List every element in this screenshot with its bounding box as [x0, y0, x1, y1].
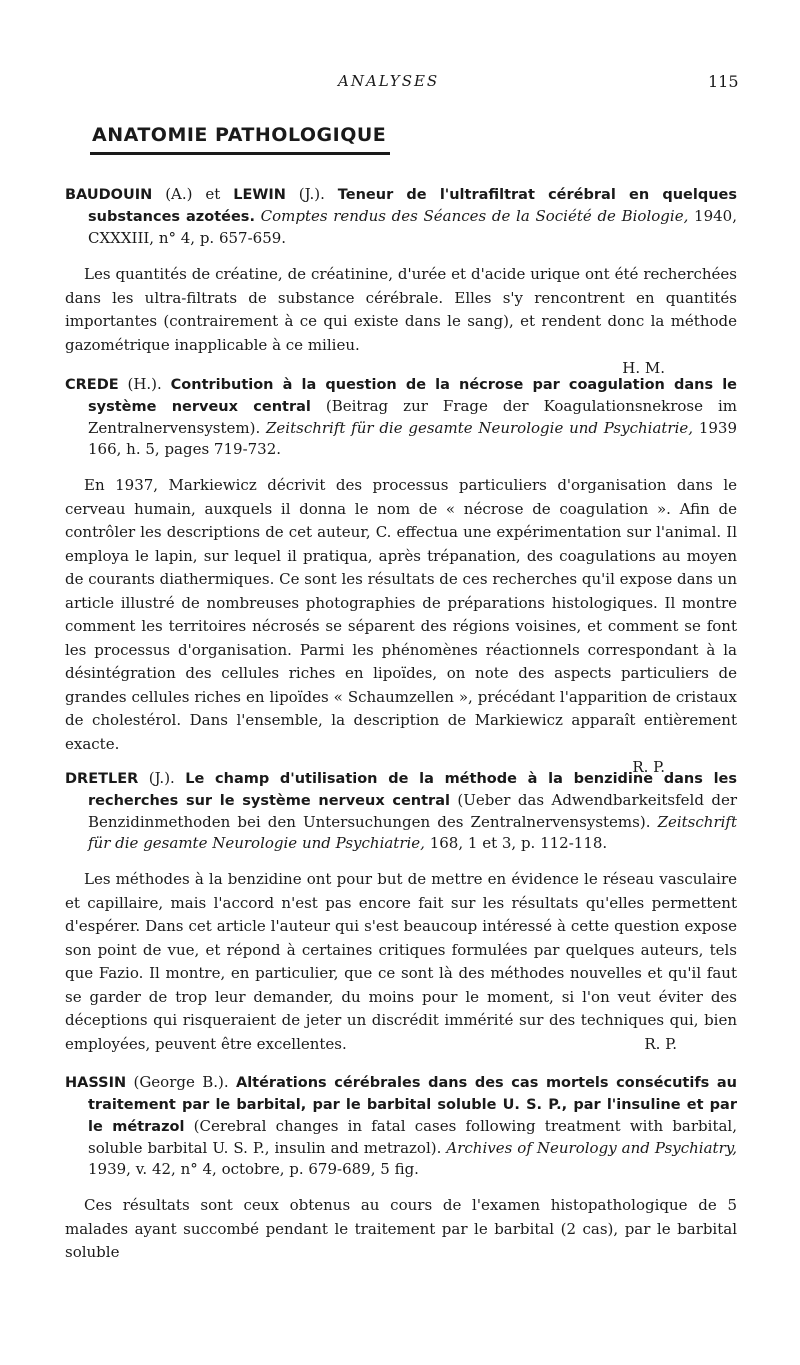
author-initials: (H.).: [118, 375, 171, 393]
reviewer-initials: H. M.: [622, 359, 665, 377]
article-title: Contribution à la question de la nécrose par coagulation dans le système nerveux central: [88, 377, 737, 415]
author-initials: (George B.).: [126, 1073, 236, 1091]
section-title-underline: [90, 152, 390, 155]
abstract-entry-dretler: [65, 768, 737, 1056]
coauthor-initials: (J.).: [285, 185, 338, 203]
abstract-text: En 1937, Markiewicz décrivit des processus particuliers d'organisation dans le cerveau humain, auxquels il donna le nom de « nécrose de coagulation ». Afin de contrôler les descriptions de cet auteur, C. effectua une expérimentation sur l'animal. Il employa le lapin, sur lequel il pratiqua, après trépanation, des coagulations au moyen de courants diathermiques. Ce sont les résultats de ces recherches qu'il expose dans un article illustré de nombreuses photographies de préparations histologiques. Il montre comment les territoires nécrosés se séparent des régions voisines, et comment se font les processus d'organisation. Parmi les phénomènes réactionnels correspondant à la désintégration des cellules riches en lipoïdes, on note des aspects particuliers de grandes cellules riches en lipoïdes « Schaumzellen », précédant l'apparition de cristaux de cholestérol. Dans l'ensemble, la description de Markiewicz apparaît entièrement exacte.: [65, 476, 737, 753]
citation-details: 1939, v. 42, n° 4, octobre, p. 679-689, 5 fig.: [88, 1160, 419, 1178]
abstract-entry-hassin: [65, 1072, 737, 1265]
abstract-text: Les quantités de créatine, de créatinine, d'urée et d'acide urique ont été recherchées dans les ultra-filtrats de substance cérébrale. Elles s'y rencontrent en quantités importantes (contrairement à ce qui existe dans le sang), et rendent donc la méthode gazométrique inapplicable à ce milieu.: [65, 265, 737, 354]
journal-name: Archives of Neurology and Psychiatry,: [446, 1139, 737, 1157]
article-title: Teneur de l'ultrafiltrat cérébral en quelques substances azotées.: [88, 187, 737, 225]
author-name: HASSIN: [65, 1075, 127, 1091]
citation-details: 168, 1 et 3, p. 112-118.: [424, 834, 608, 852]
citation-details: 1939 166, h. 5, pages 719-732.: [88, 419, 737, 458]
abstract-text: Ces résultats sont ceux obtenus au cours de l'examen histopathologique de 5 malades ayant succombé pendant le traitement par le barbital (2 cas), par le barbital soluble: [65, 1196, 737, 1261]
bibliographic-reference: [65, 1072, 737, 1180]
section-title: ANATOMIE PATHOLOGIQUE: [92, 124, 387, 146]
article-title: Altérations cérébrales dans des cas mortels consécutifs au traitement par le barbital, par le barbital soluble U. S. P., par l'insuline et par le métrazol: [88, 1075, 737, 1135]
bibliographic-reference: [65, 768, 737, 854]
abstract-entry-crede: [65, 374, 737, 778]
author-name: BAUDOUIN: [65, 187, 153, 203]
running-title: ANALYSES: [338, 72, 440, 90]
page-number: 115: [708, 72, 739, 91]
abstract-body: Les méthodes à la benzidine ont pour but de mettre en évidence le réseau vasculaire et capillaire, mais l'accord n'est pas encore fait sur les résultats qu'elles permettent d'espérer. Dans cet article l'auteur qui s'est beaucoup intéressé à cette question expose son point de vue, et répond à certaines critiques formulées par quelques auteurs, tels que Fazio. Il montre, en particulier, que ce sont là des méthodes nouvelles et qu'il faut se garder de trop leur demander, du moins pour le moment, si l'on veut éviter des déceptions qui risqueraient de jeter un discrédit immérité sur des techniques qui, bien employées, peuvent être excellentes.: [65, 870, 737, 1053]
author-initials: (A.) et: [152, 185, 234, 203]
author-initials: (J.).: [138, 769, 186, 787]
bibliographic-reference: [65, 184, 737, 249]
original-title: (Cerebral changes in fatal cases following treatment with barbital, soluble barbital U. S. P., insulin and metrazol).: [88, 1117, 737, 1157]
running-header: [0, 72, 800, 96]
author-name: DRETLER: [65, 771, 139, 787]
citation-details: 1940, CXXXIII, n° 4, p. 657-659.: [88, 207, 737, 247]
original-title: (Ueber das Adwendbarkeitsfeld der Benzidinmethoden bei den Untersuchungen des Zentralnervensystems).: [88, 791, 738, 831]
journal-name: Zeitschrift für die gesamte Neurologie und Psychiatrie,: [266, 419, 694, 437]
journal-name: Comptes rendus des Séances de la Société de Biologie,: [260, 207, 689, 225]
abstract-entry-baudouin: [65, 184, 737, 379]
abstract-text: [65, 868, 737, 1056]
reviewer-initials: R. P.: [632, 758, 665, 776]
bibliographic-reference: [65, 374, 737, 460]
article-title: Le champ d'utilisation de la méthode à la benzidine dans les recherches sur le système nerveux central: [88, 771, 738, 809]
author-name: CREDE: [65, 377, 119, 393]
original-title: (Beitrag zur Frage der Koagulationsnekrose im Zentralnervensystem).: [88, 397, 737, 437]
journal-name: Zeitschrift für die gesamte Neurologie und Psychiatrie,: [88, 813, 737, 852]
reviewer-initials: R. P.: [644, 1034, 677, 1053]
coauthor-name: LEWIN: [233, 187, 286, 203]
